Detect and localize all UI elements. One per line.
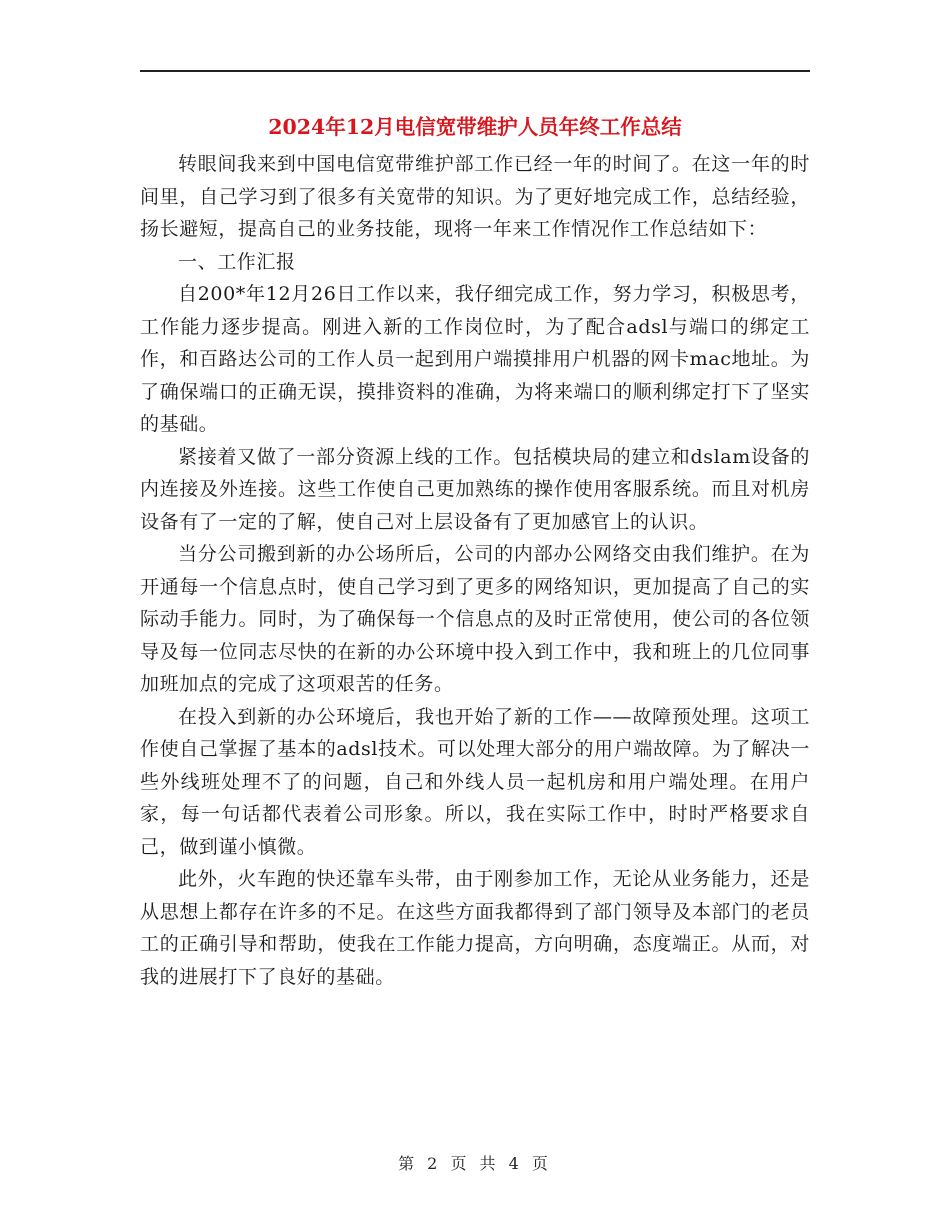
body-paragraph-3: 当分公司搬到新的办公场所后，公司的内部办公网络交由我们维护。在为开通每一个信息点时，使自己学习到了更多的网络知识，更加提高了自己的实际动手能力。同时，为了确保每一个信息点的及时正常使用，使公司的各位领导及每一位同志尽快的在新的办公环境中投入到工作中，我和班上的几位同事加班加点的完成了这项艰苦的任务。 <box>140 543 810 695</box>
body-paragraph-1: 自200*年12月26日工作以来，我仔细完成工作，努力学习，积极思考，工作能力逐步提高。刚进入新的工作岗位时，为了配合adsl与端口的绑定工作，和百路达公司的工作人员一起到用户端摸排用户机器的网卡mac地址。为了确保端口的正确无误，摸排资料的准确，为将来端口的顺利绑定打下了坚实的基础。 <box>140 283 810 435</box>
page-number-footer: 第 2 页 共 4 页 <box>398 1154 552 1173</box>
body-paragraph-2: 紧接着又做了一部分资源上线的工作。包括模块局的建立和dslam设备的内连接及外连接。这些工作使自己更加熟练的操作使用客服系统。而且对机房设备有了一定的了解，使自己对上层设备有了更加感官上的认识。 <box>140 445 810 533</box>
document-title: 2024年12月电信宽带维护人员年终工作总结 <box>268 115 682 139</box>
body-paragraph-5: 此外，火车跑的快还靠车头带，由于刚参加工作，无论从业务能力，还是从思想上都存在许多的不足。在这些方面我都得到了部门领导及本部门的老员工的正确引导和帮助，使我在工作能力提高，方向明确，态度端正。从而，对我的进展打下了良好的基础。 <box>140 868 810 988</box>
intro-paragraph: 转眼间我来到中国电信宽带维护部工作已经一年的时间了。在这一年的时间里，自己学习到了很多有关宽带的知识。为了更好地完成工作，总结经验，扬长避短，提高自己的业务技能，现将一年来工作情况作工作总结如下： <box>140 153 810 240</box>
header-rule <box>140 70 810 72</box>
section-heading-work-report: 一、工作汇报 <box>178 250 296 273</box>
body-paragraph-4: 在投入到新的办公环境后，我也开始了新的工作——故障预处理。这项工作使自己掌握了基本的adsl技术。可以处理大部分的用户端故障。为了解决一些外线班处理不了的问题，自己和外线人员一起机房和用户端处理。在用户家，每一句话都代表着公司形象。所以，我在实际工作中，时时严格要求自己，做到谨小慎微。 <box>140 705 810 858</box>
document-body <box>140 148 810 993</box>
